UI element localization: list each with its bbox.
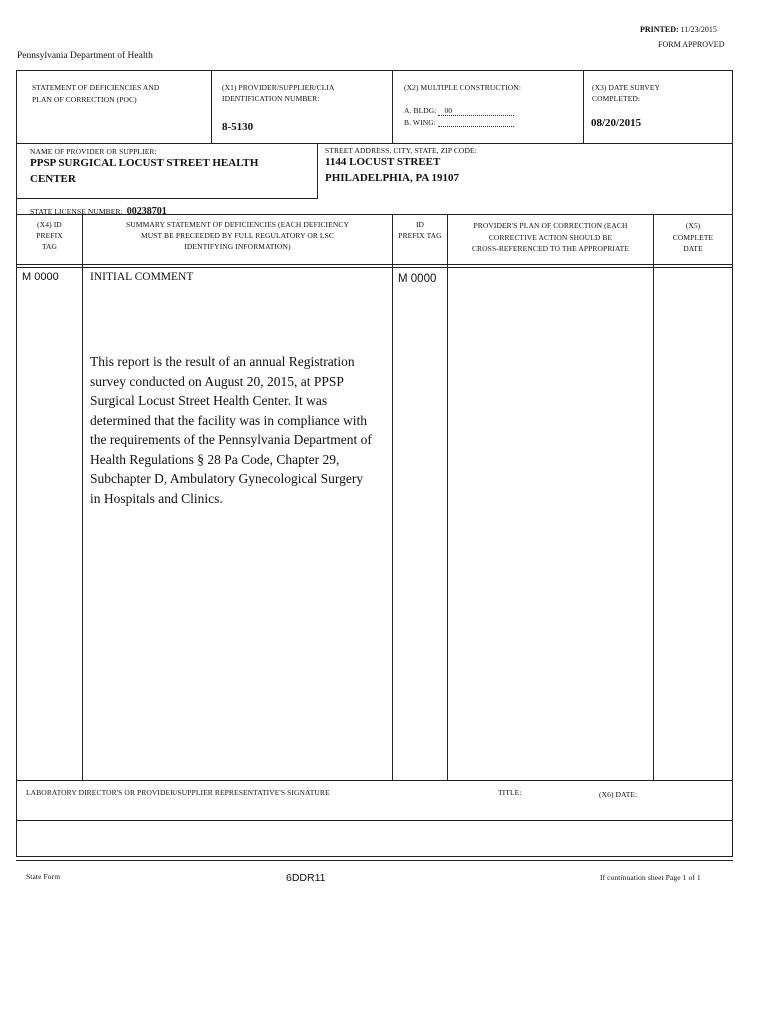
x2-bldg (404, 106, 514, 116)
address-line2: PHILADELPHIA, PA 19107 (325, 172, 459, 184)
state-form-label: State Form (26, 872, 61, 881)
entry-body (90, 352, 390, 508)
date-label: (X6) DATE: (599, 790, 638, 799)
provider-name-label: NAME OF PROVIDER OR SUPPLIER: (30, 147, 157, 156)
provider-name-line1: PPSP SURGICAL LOCUST STREET HEALTH (30, 157, 259, 169)
x2-label: (X2) MULTIPLE CONSTRUCTION: (404, 83, 522, 92)
statement-title-2: PLAN OF CORRECTION (POC) (32, 95, 137, 104)
x1-label-2: IDENTIFICATION NUMBER: (222, 94, 320, 103)
x3-label: (X3) DATE SURVEY (592, 83, 661, 92)
printed-line (640, 25, 717, 34)
statement-title: STATEMENT OF DEFICIENCIES AND (32, 83, 160, 92)
provider-id-number: 8-5130 (222, 121, 254, 133)
entry-body-line: Surgical Locust Street Health Center. It was (90, 393, 328, 408)
form-code: 6DDR11 (286, 872, 326, 884)
entry-body-line: determined that the facility was in compliance with (90, 412, 368, 428)
x2-bldg-label: A. BLDG: (404, 106, 437, 115)
plan-header: PROVIDER'S PLAN OF CORRECTION (EACH CORRECTIVE ACTION SHOULD BE CROSS-REFERENCED TO THE APPROPRIATE (471, 221, 630, 253)
continuation-sheet: If continuation sheet Page 1 of 1 (600, 873, 701, 882)
x4-header: (X4) ID PREFIX TAG (36, 220, 63, 251)
address-label: STREET ADDRESS, CITY, STATE, ZIP CODE: (325, 146, 477, 155)
survey-date: 08/20/2015 (591, 117, 642, 129)
agency-name: Pennsylvania Department of Health (17, 51, 153, 61)
entry-prefix-tag: M 0000 (22, 271, 59, 283)
entry-body-line: survey conducted on August 20, 2015, at PPSP (90, 373, 344, 389)
entry-body-line: Subchapter D, Ambulatory Gynecological Surgery (90, 471, 364, 486)
provider-name-line2: CENTER (30, 173, 76, 185)
entry-body-line: the requirements of the Pennsylvania Department of (90, 432, 372, 447)
entry-body-line: This report is the result of an annual Registration (90, 354, 355, 369)
license-label: STATE LICENSE NUMBER: (30, 207, 123, 216)
printed-date: 11/23/2015 (680, 25, 717, 34)
signature-label: LABORATORY DIRECTOR'S OR PROVIDER/SUPPLIER REPRESENTATIVE'S SIGNATURE (26, 788, 330, 797)
x2-bldg-value: 00 (438, 106, 514, 116)
x1-label: (X1) PROVIDER/SUPPLIER/CLIA (222, 83, 335, 92)
address-line1: 1144 LOCUST STREET (325, 156, 441, 168)
entry-body-line: in Hospitals and Clinics. (90, 490, 223, 506)
summary-header: SUMMARY STATEMENT OF DEFICIENCIES (EACH DEFICIENCY MUST BE PRECEEDED BY FULL REGULATORY OR LSC IDENTIFYING INFORMATION) (126, 220, 349, 251)
entry-id-prefix-tag: M 0000 (398, 273, 437, 285)
title-label: TITLE: (498, 788, 522, 797)
x2-wing (404, 118, 514, 127)
id-prefix-header: ID PREFIX TAG (398, 220, 442, 240)
entry-title: INITIAL COMMENT (90, 271, 194, 283)
license-line (30, 201, 167, 219)
x5-header: (X5) COMPLETE DATE (672, 221, 714, 253)
x2-wing-value (438, 118, 514, 127)
x2-wing-label: B. WING: (404, 118, 436, 127)
printed-label: PRINTED: (640, 25, 679, 34)
x3-label-2: COMPLETED: (592, 94, 641, 103)
form-status: FORM APPROVED (658, 40, 725, 49)
entry-body-line: Health Regulations § 28 Pa Code, Chapter 29, (90, 451, 340, 467)
license-number: 00238701 (126, 206, 167, 217)
